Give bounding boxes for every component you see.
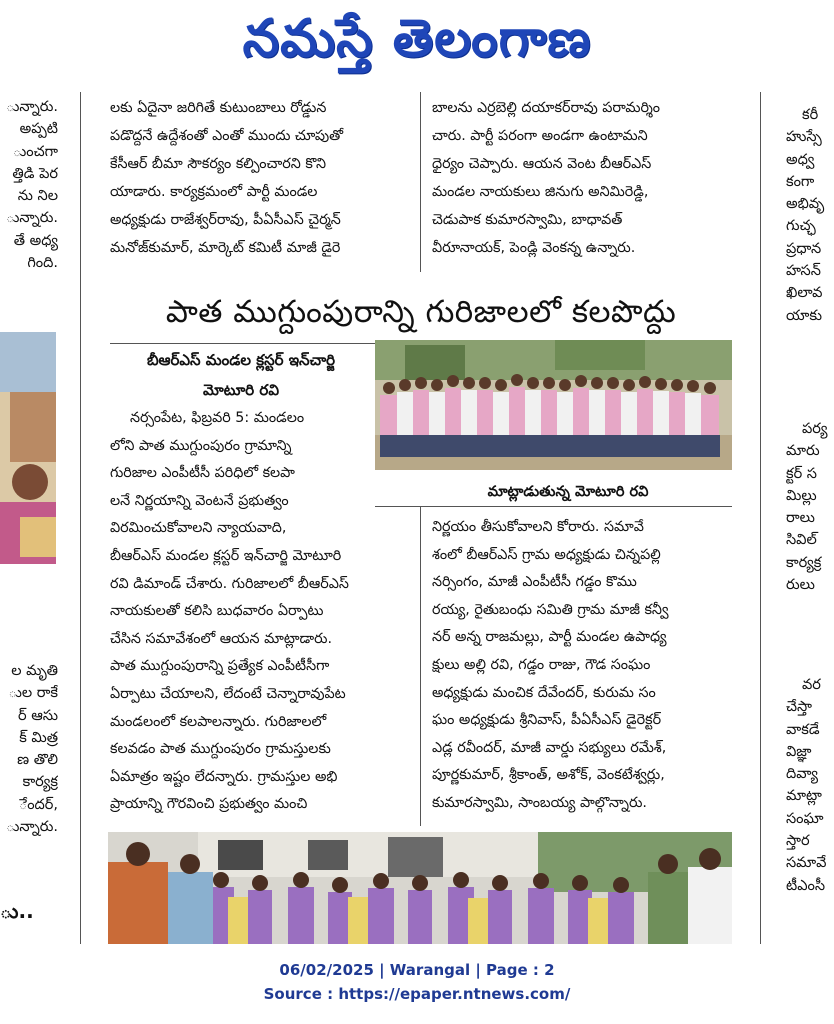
text-line: స్తార	[786, 833, 810, 850]
text-line: కలవడం పాత ముగ్దుంపురం గ్రామస్తులకు	[110, 741, 331, 758]
text-line: గుచ్ఛ	[786, 218, 816, 235]
text-line: హసన్	[786, 263, 821, 280]
text-line: కార్యక్ర	[22, 774, 58, 791]
text-line: క్టర్ స	[786, 465, 817, 482]
text-line: క్షులు అల్లి రవి, గడ్డం రాజు, గౌడ సంఘం	[432, 656, 651, 673]
text-line: వర	[802, 677, 821, 693]
text-line: కేసీఆర్ బీమా సౌకర్యం కల్పించారని కొని	[110, 156, 327, 172]
text-line: సివిల్	[786, 532, 817, 549]
text-line: శంలో బీఆర్‌ఎస్ గ్రామ అధ్యక్షుడు చిన్నపల్లి	[432, 546, 661, 563]
text-line: మండలంలో కలపాలన్నారు. గురిజాలలో	[110, 713, 327, 730]
text-line: కార్యక్ర	[786, 554, 822, 571]
text-line: టీఎంసీ	[786, 877, 826, 894]
text-line: మారు	[786, 443, 820, 460]
text-line: సంఘా	[786, 810, 824, 827]
text-line: చేస్తా	[786, 699, 812, 716]
text-line: కుమారస్వామి, సాంబయ్య పాల్గొన్నారు.	[432, 794, 647, 811]
left-column-top	[0, 96, 58, 326]
text-line: ను నిల	[17, 188, 58, 205]
text-line: చారు. పార్టీ పరంగా అండగా ఉంటామని	[432, 128, 648, 144]
text-line: రవి డిమాండ్ చేశారు. గురిజాలలో బీఆర్‌ఎస్	[110, 575, 349, 592]
text-line: రులు	[786, 577, 815, 594]
text-line: ణ తొలి	[17, 752, 58, 769]
text-line: నిర్ణయం తీసుకోవాలని కోరారు. సమావే	[432, 519, 644, 535]
column-divider-article	[420, 506, 421, 826]
text-line: ున్నారు.	[6, 819, 58, 836]
bottom-photo-graphic	[108, 832, 732, 944]
masthead	[0, 0, 834, 78]
text-line: రాలు	[786, 510, 815, 527]
edition-info: 06/02/2025 | Warangal | Page : 2	[279, 961, 555, 979]
text-line: ు..	[0, 900, 34, 923]
text-line: కరీ	[802, 107, 819, 123]
text-line: రయ్య, రైతుబంధు సమితి గ్రామ మాజీ కన్వీ	[432, 601, 669, 618]
text-line: అధ్వ	[786, 151, 815, 168]
text-line: ుల రాకే	[8, 685, 58, 702]
text-line: ఘం అధ్యక్షుడు శ్రీనివాస్, పీఏసీఎస్ డైరెక్టర్	[432, 712, 662, 729]
text-line: మాట్లా	[786, 788, 822, 805]
text-line: యాకు	[786, 307, 822, 324]
text-line: ప్రాయాన్ని గౌరవించి ప్రభుత్వం మంచి	[110, 796, 308, 813]
text-line: హుస్సే	[786, 129, 822, 146]
text-line: మిల్లు	[786, 487, 817, 504]
center-top-paragraph	[110, 94, 412, 274]
text-line: విజ్ఞా	[786, 743, 812, 760]
right-top-paragraph	[432, 94, 736, 274]
text-line: అప్పటి	[19, 121, 58, 138]
text-line: పాత ముగ్దుంపురాన్ని ప్రత్యేక ఎంపీటీసీగా	[110, 658, 330, 675]
text-line: ల మృతి	[11, 663, 58, 679]
text-line: ున్నారు.	[6, 210, 58, 227]
text-line: గురిజాల ఎంపీటీసీ పరిధిలో కలపా	[110, 465, 295, 482]
text-line: కంగా	[786, 173, 815, 190]
bottom-group-photo	[108, 832, 732, 944]
text-line: నాయకులతో కలిసి బుధవారం ఏర్పాటు	[110, 603, 324, 620]
text-line: ఎడ్ల రవీందర్, మాజీ వార్డు సభ్యులు రమేశ్,	[432, 739, 667, 756]
text-line: అధ్యక్షుడు మంచిక దేవేందర్, కురుమ సం	[432, 684, 656, 701]
column-divider-right	[760, 92, 761, 944]
text-line: ేందర్,	[18, 796, 58, 813]
article-subhead	[110, 345, 372, 405]
group-photo	[375, 340, 732, 470]
text-line: నర్ అన్న రాజమల్లు, పార్టీ మండల ఉపాధ్య	[432, 629, 667, 646]
text-line: నర్సింగం, మాజీ ఎంపీటీసీ గడ్డం కొము	[432, 574, 637, 591]
text-line: అధ్యక్షుడు రాజేశ్వర్‌రావు, పీఏసీఎస్ చైర్మన్	[110, 212, 341, 228]
text-line: వాకడే	[786, 721, 820, 738]
subhead-line: బీఆర్‌ఎస్ మండల క్లస్టర్ ఇన్‌చార్జి	[146, 351, 336, 369]
text-line: ఏర్పాటు చేయాలని, లేదంటే చెన్నారావుపేట	[110, 685, 346, 702]
text-line: మండల నాయకులు జినుగు అనిమిరెడ్డి,	[432, 184, 649, 200]
text-line: ర్ ఆసు	[18, 707, 58, 724]
text-line: లనే నిర్ణయాన్ని వెంటనే ప్రభుత్వం	[110, 492, 289, 509]
text-line: వీరూనాయక్, పెండ్లి వెంకన్న ఉన్నారు.	[432, 240, 636, 256]
page-footer	[0, 958, 834, 1006]
text-line: బాలను ఎర్రబెల్లి దయాకర్‌రావు పరామర్శిం	[432, 100, 661, 116]
text-line: ఖిలావ	[786, 285, 823, 302]
text-line: గింది.	[27, 255, 58, 272]
text-line: చెడుపాక కుమారస్వామి, బాధావత్	[432, 212, 623, 228]
text-line: బీఆర్‌ఎస్ మండల క్లస్టర్ ఇన్‌చార్జి మోటూరి	[110, 547, 342, 564]
column-divider-left	[80, 92, 81, 944]
text-line: సమావే	[786, 855, 827, 872]
newspaper-title: నమస్తే తెలంగాణ	[242, 9, 592, 69]
text-line: పడొద్దనే ఉద్దేశంతో ఎంతో ముందు చూపుతో	[110, 128, 344, 144]
text-line: పర్య	[802, 421, 828, 437]
text-line: మనోజ్‌కుమార్, మార్కెట్ కమిటీ మాజీ డైరె	[110, 240, 341, 256]
source-url[interactable]: Source : https://epaper.ntnews.com/	[263, 985, 571, 1003]
text-line: నర్సంపేట, ఫిబ్రవరి 5: మండలం	[130, 410, 305, 426]
right-edge-column-bottom	[786, 674, 834, 944]
text-line: యాడారు. కార్యక్రమంలో పార్టీ మండల	[110, 184, 318, 200]
subhead-line: మోటూరి రవి	[203, 381, 279, 399]
text-line: లకు ఏదైనా జరిగితే కుటుంబాలు రోడ్డున	[110, 100, 327, 116]
text-line: ధైర్యం చెప్పారు. ఆయన వెంట బీఆర్‌ఎస్	[432, 156, 652, 172]
text-line: ున్నారు.	[6, 99, 58, 115]
left-photo	[0, 332, 56, 564]
text-line: ప్రధాన	[786, 240, 822, 257]
article-body-right	[432, 514, 736, 826]
text-line: దివ్యా	[786, 766, 819, 783]
article-body-left	[110, 405, 412, 825]
text-line: త్తిడి పెర	[12, 165, 58, 182]
text-line: లోని పాత ముగ్దుంపురం గ్రామాన్ని	[110, 437, 292, 454]
left-column-bottom	[0, 660, 58, 850]
left-photo-graphic	[0, 332, 56, 564]
text-line: పూర్ణకుమార్, శ్రీకాంత్, అశోక్, వెంకటేశ్వర్లు,	[432, 767, 665, 784]
group-photo-graphic	[375, 340, 732, 470]
text-line: చేసిన సమావేశంలో ఆయన మాట్లాడారు.	[110, 630, 333, 647]
left-column-tail	[0, 900, 40, 928]
right-edge-column-top	[786, 104, 834, 384]
text-line: విరమించుకోవాలని న్యాయవాది,	[110, 520, 287, 537]
text-line: ుంచగా	[12, 143, 58, 160]
photo-rule	[375, 506, 732, 507]
text-line: తే అధ్య	[13, 232, 58, 249]
photo-caption: మాట్లాడుతున్న మోటూరి రవి	[487, 484, 649, 500]
text-line: అభివృ	[786, 196, 825, 213]
text-line: క్ మిత్ర	[19, 729, 58, 746]
column-divider-center	[420, 92, 421, 272]
right-edge-column-middle	[786, 418, 834, 638]
article-headline: పాత ముగ్దుంపురాన్ని గురిజాలలో కలపొద్దు	[165, 294, 677, 330]
text-line: ఏమాత్రం ఇష్టం లేదన్నారు. గ్రామస్తుల అభి	[110, 768, 338, 785]
